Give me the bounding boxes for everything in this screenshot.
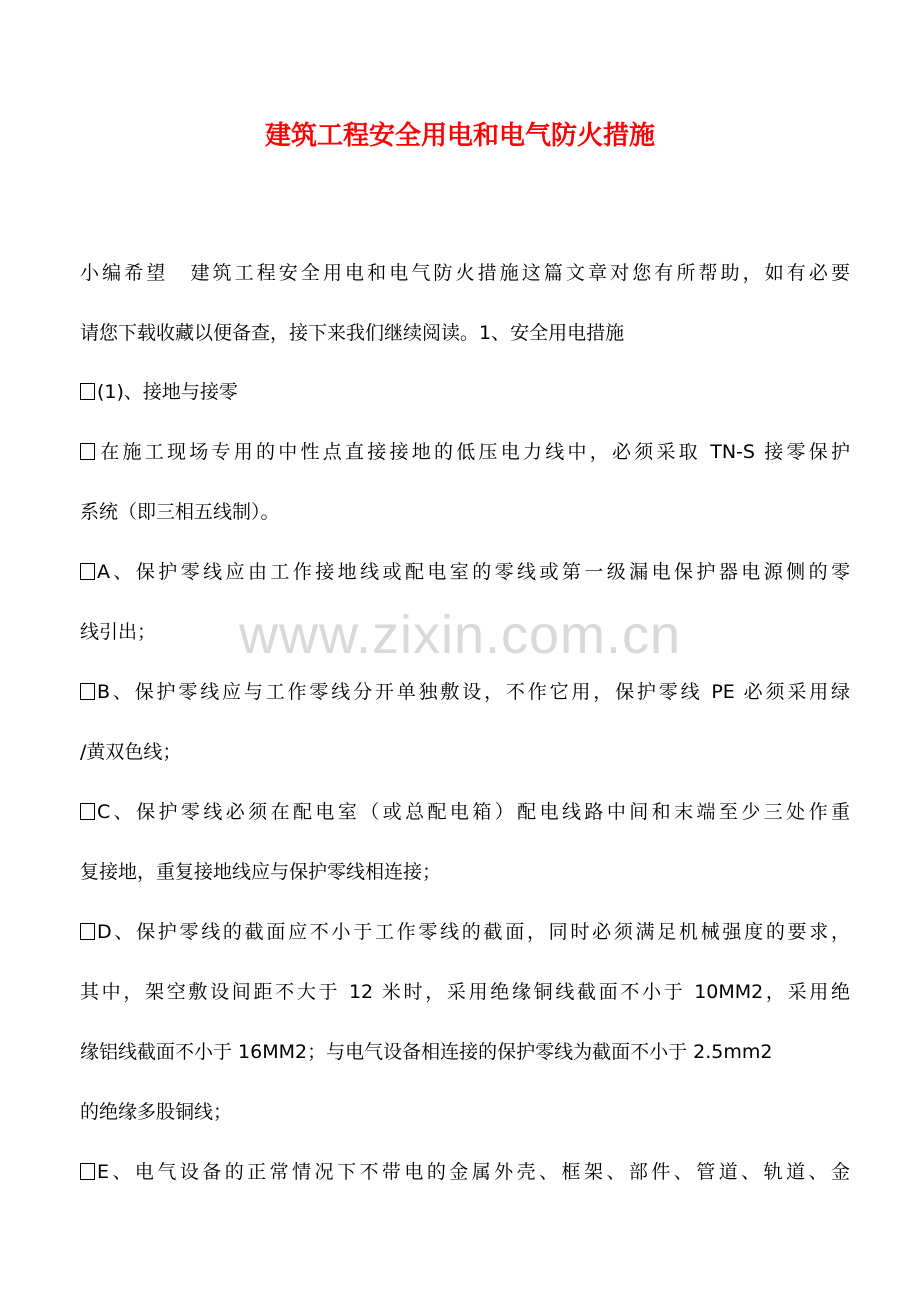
checkbox-glyph-icon [80,383,95,400]
paragraph-line: C、保护零线必须在配电室（或总配电箱）配电线路中间和末端至少三处作重 [80,797,850,827]
paragraph-line: B、保护零线应与工作零线分开单独敷设，不作它用，保护零线 PE 必须采用绿 [80,677,850,707]
checkbox-glyph-icon [80,1163,95,1180]
paragraph-line: /黄双色线； [80,741,182,763]
paragraph-line: 其中，架空敷设间距不大于 12 米时，采用绝缘铜线截面不小于 10MM2，采用绝 [80,981,850,1003]
paragraph-line: 线引出； [80,621,157,643]
paragraph-line: 系统（即三相五线制）。 [80,501,280,523]
checkbox-glyph-icon [80,563,95,580]
paragraph-line: 的绝缘多股铜线； [80,1101,233,1123]
watermark: www.zixin.com.cn [238,605,682,665]
paragraph-line: A、保护零线应由工作接地线或配电室的零线或第一级漏电保护器电源侧的零 [80,557,850,587]
paragraph-line: 复接地，重复接地线应与保护零线相连接； [80,861,442,883]
paragraph-line: 在施工现场专用的中性点直接接地的低压电力线中，必须采取 TN-S 接零保护 [80,437,850,467]
paragraph-line: D、保护零线的截面应不小于工作零线的截面，同时必须满足机械强度的要求， [80,917,850,947]
paragraph-line: E、电气设备的正常情况下不带电的金属外壳、框架、部件、管道、轨道、金 [80,1157,850,1187]
paragraph-line: 小编希望 建筑工程安全用电和电气防火措施这篇文章对您有所帮助，如有必要 [80,262,850,284]
checkbox-glyph-icon [80,923,95,940]
paragraph-line: (1)、接地与接零 [80,377,850,407]
checkbox-glyph-icon [80,683,95,700]
checkbox-glyph-icon [80,443,95,460]
paragraph-line: 缘铝线截面不小于 16MM2；与电气设备相连接的保护零线为截面不小于 2.5mm2 [80,1041,773,1063]
document-title: 建筑工程安全用电和电气防火措施 [264,121,655,151]
paragraph-line: 请您下载收藏以便备查，接下来我们继续阅读。1、安全用电措施 [80,322,625,344]
checkbox-glyph-icon [80,803,95,820]
